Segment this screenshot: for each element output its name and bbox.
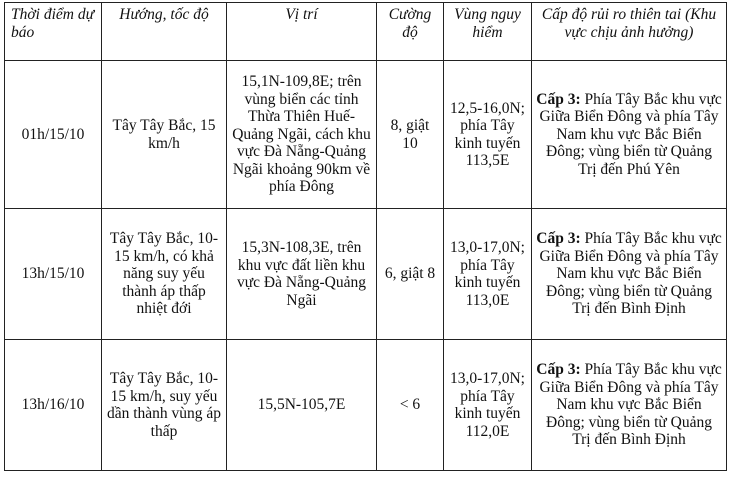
cell-danger-zone: 13,0-17,0N; phía Tây kinh tuyến 113,0E xyxy=(444,209,532,340)
header-intensity: Cường độ xyxy=(377,3,444,61)
cell-intensity: 6, giật 8 xyxy=(377,209,444,340)
cell-intensity: 8, giật 10 xyxy=(377,61,444,209)
cell-time: 13h/15/10 xyxy=(5,209,102,340)
risk-area-text: Phía Tây Bắc khu vực Giữa Biển Đông và phía Tây Nam khu vực Bắc Biển Đông; vùng biển từ Quảng Trị đến Bình Định xyxy=(539,230,722,318)
risk-area-text: Phía Tây Bắc khu vực Giữa Biển Đông và phía Tây Nam khu vực Bắc Biển Đông; vùng biển từ Quảng Trị đến Phú Yên xyxy=(539,90,722,178)
risk-level-label: Cấp 3: xyxy=(536,361,581,379)
table-row xyxy=(5,61,727,209)
header-direction-speed: Hướng, tốc độ xyxy=(102,3,227,61)
cell-direction-speed: Tây Tây Bắc, 15 km/h xyxy=(102,61,227,209)
header-row xyxy=(5,3,727,61)
cell-intensity: < 6 xyxy=(377,340,444,471)
cell-danger-zone: 12,5-16,0N; phía Tây kinh tuyến 113,5E xyxy=(444,61,532,209)
header-time: Thời điểm dự báo xyxy=(5,3,102,61)
risk-level-label: Cấp 3: xyxy=(536,230,581,248)
cell-risk xyxy=(532,340,727,471)
header-position: Vị trí xyxy=(227,3,377,61)
cell-time: 01h/15/10 xyxy=(5,61,102,209)
cell-risk xyxy=(532,61,727,209)
cell-time: 13h/16/10 xyxy=(5,340,102,471)
header-risk-level: Cấp độ rủi ro thiên tai (Khu vực chịu ảnh hưởng) xyxy=(532,3,727,61)
table-row xyxy=(5,209,727,340)
cell-position: 15,5N-105,7E xyxy=(227,340,377,471)
storm-forecast-table xyxy=(4,2,727,471)
cell-direction-speed: Tây Tây Bắc, 10-15 km/h, có khả năng suy yếu thành áp thấp nhiệt đới xyxy=(102,209,227,340)
forecast-table-wrapper xyxy=(4,2,727,471)
cell-position: 15,3N-108,3E, trên khu vực đất liền khu vực Đà Nẵng-Quảng Ngãi xyxy=(227,209,377,340)
risk-area-text: Phía Tây Bắc khu vực Giữa Biển Đông và phía Tây Nam khu vực Bắc Biển Đông; vùng biển từ Quảng Trị đến Bình Định xyxy=(539,361,722,449)
risk-level-label: Cấp 3: xyxy=(536,90,581,108)
table-row xyxy=(5,340,727,471)
cell-position: 15,1N-109,8E; trên vùng biển các tỉnh Thừa Thiên Huế-Quảng Ngãi, cách khu vực Đà Nẵng-Quảng Ngãi khoảng 90km về phía Đông xyxy=(227,61,377,209)
cell-danger-zone: 13,0-17,0N; phía Tây kinh tuyến 112,0E xyxy=(444,340,532,471)
cell-risk xyxy=(532,209,727,340)
cell-direction-speed: Tây Tây Bắc, 10-15 km/h, suy yếu dần thành vùng áp thấp xyxy=(102,340,227,471)
header-danger-zone: Vùng nguy hiểm xyxy=(444,3,532,61)
